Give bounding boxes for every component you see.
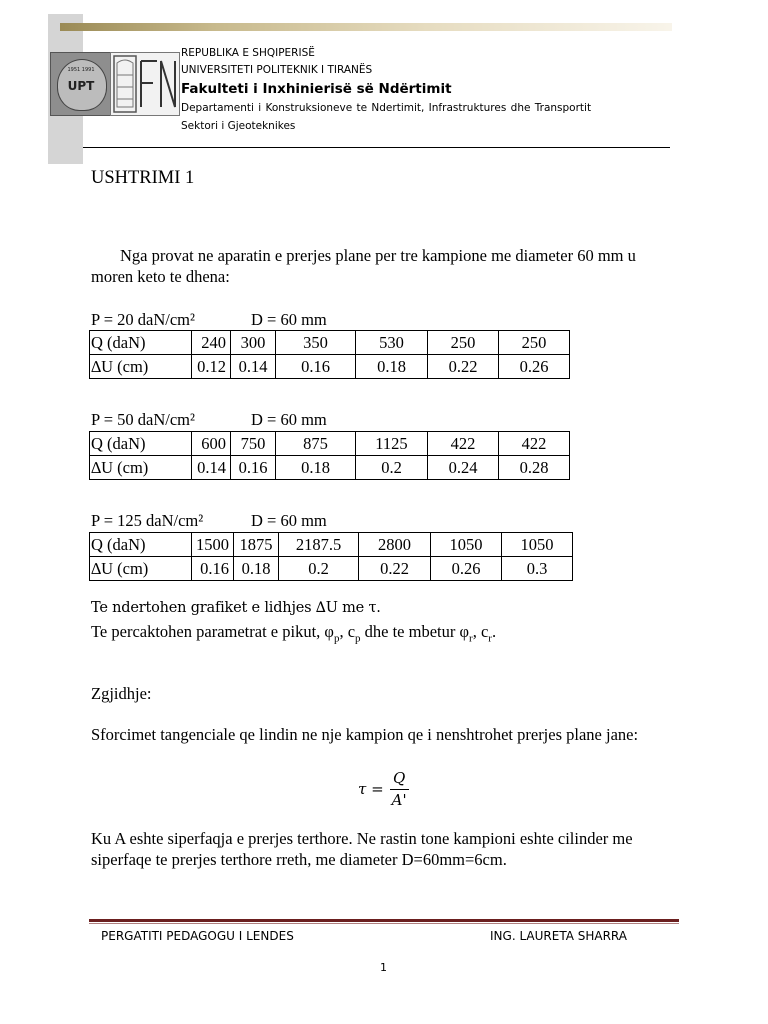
table-cell: 0.24	[428, 456, 499, 480]
explain-line-2: siperfaqe te prerjes terthore rreth, me diameter D=60mm=6cm.	[91, 850, 507, 869]
table-cell: 0.16	[276, 355, 356, 379]
table-cell: 750	[231, 432, 276, 456]
test-2-table	[89, 431, 570, 480]
table-cell: 0.22	[359, 557, 431, 581]
row-label: ∆U (cm)	[90, 355, 192, 379]
table-cell: 0.18	[356, 355, 428, 379]
faculty-logo	[110, 52, 180, 116]
formula-fraction	[390, 769, 409, 809]
table-row-q	[90, 533, 573, 557]
subscript: p	[355, 632, 361, 645]
table-cell: 0.12	[192, 355, 231, 379]
subscript: r	[469, 632, 473, 645]
university-logo	[50, 52, 112, 116]
footer-divider-thin	[89, 923, 679, 924]
table-cell: 0.14	[192, 456, 231, 480]
task-text: .	[491, 622, 497, 641]
test-1-pressure: P = 20 daN/cm²	[91, 310, 195, 329]
test-3-pressure: P = 125 daN/cm²	[91, 511, 204, 530]
solution-heading: Zgjidhje:	[91, 684, 152, 703]
table-cell: 875	[276, 432, 356, 456]
logo-text: UPT	[67, 79, 95, 93]
table-cell: 0.22	[428, 355, 499, 379]
logo-years: 1951 1991	[67, 67, 95, 73]
table-cell: 600	[192, 432, 231, 456]
table-cell: 1125	[356, 432, 428, 456]
table-cell: 2187.5	[279, 533, 359, 557]
explain-line-1: Ku A eshte siperfaqja e prerjes terthore. Ne rastin tone kampioni eshte cilinder me	[91, 829, 633, 848]
table-cell: 1500	[192, 533, 234, 557]
formula-numerator: Q	[392, 769, 406, 787]
row-label: Q (daN)	[90, 331, 192, 355]
shear-stress-formula	[358, 765, 409, 813]
task-text: , c	[472, 622, 489, 641]
table-cell: 0.18	[234, 557, 279, 581]
task-line-2	[91, 622, 496, 644]
table-cell: 422	[499, 432, 570, 456]
subscript: p	[333, 632, 340, 645]
test-1-diameter: D = 60 mm	[251, 310, 327, 329]
table-cell: 0.16	[192, 557, 234, 581]
subscript: r	[488, 632, 492, 645]
header-sector: Sektori i Gjeoteknikes	[181, 120, 296, 132]
table-row-u	[90, 557, 573, 581]
test-3-table	[89, 532, 573, 581]
solution-text: Sforcimet tangenciale qe lindin ne nje kampion qe i nenshtrohet prerjes plane jane:	[91, 725, 639, 744]
table-cell: 0.26	[499, 355, 570, 379]
table-cell: 1050	[502, 533, 573, 557]
test-1-table	[89, 330, 570, 379]
table-row-q	[90, 432, 570, 456]
table-cell: 240	[192, 331, 231, 355]
table-row-q	[90, 331, 570, 355]
table-cell: 250	[428, 331, 499, 355]
page-number: 1	[380, 961, 387, 974]
table-cell: 0.3	[502, 557, 573, 581]
task-text: dhe te mbetur φ	[360, 622, 470, 641]
table-row-u	[90, 456, 570, 480]
table-cell: 0.2	[279, 557, 359, 581]
header-divider	[83, 147, 670, 148]
table-cell: 1875	[234, 533, 279, 557]
table-cell: 300	[231, 331, 276, 355]
table-cell: 0.14	[231, 355, 276, 379]
table-cell: 530	[356, 331, 428, 355]
intro-line-1: Nga provat ne aparatin e prerjes plane per tre kampione me diameter 60 mm u	[120, 246, 636, 265]
table-cell: 250	[499, 331, 570, 355]
table-cell: 0.18	[276, 456, 356, 480]
table-cell: 0.2	[356, 456, 428, 480]
header-university: UNIVERSITETI POLITEKNIK I TIRANËS	[181, 64, 373, 76]
table-cell: 1050	[431, 533, 502, 557]
footer-divider	[89, 919, 679, 922]
header-faculty: Fakulteti i Inxhinierisë së Ndërtimit	[181, 81, 452, 97]
header-department: Departamenti i Konstruksioneve te Ndertimit, Infrastruktures dhe Transportit	[181, 102, 592, 114]
table-cell: 350	[276, 331, 356, 355]
task-text: Te percaktohen parametrat e pikut, φ	[91, 622, 334, 641]
table-cell: 0.28	[499, 456, 570, 480]
row-label: ∆U (cm)	[90, 557, 192, 581]
table-cell: 2800	[359, 533, 431, 557]
row-label: ∆U (cm)	[90, 456, 192, 480]
formula-denominator: A'	[391, 791, 407, 809]
table-cell: 0.16	[231, 456, 276, 480]
footer-prepared-by: PERGATITI PEDAGOGU I LENDES	[101, 929, 294, 943]
table-cell: 0.26	[431, 557, 502, 581]
exercise-title: USHTRIMI 1	[91, 168, 195, 188]
row-label: Q (daN)	[90, 533, 192, 557]
test-3-diameter: D = 60 mm	[251, 511, 327, 530]
footer-author: ING. LAURETA SHARRA	[490, 929, 627, 943]
task-line-1: Te ndertohen grafiket e lidhjes ∆U me τ.	[91, 600, 381, 616]
formula-lhs: τ =	[358, 780, 384, 798]
task-text: , c	[339, 622, 356, 641]
header-republic: REPUBLIKA E SHQIPERISË	[181, 47, 315, 59]
intro-line-2: moren keto te dhena:	[91, 267, 230, 286]
row-label: Q (daN)	[90, 432, 192, 456]
table-cell: 422	[428, 432, 499, 456]
test-2-pressure: P = 50 daN/cm²	[91, 410, 195, 429]
table-row-u	[90, 355, 570, 379]
test-2-diameter: D = 60 mm	[251, 410, 327, 429]
header-gold-bar	[60, 23, 672, 31]
faculty-logo-graphic	[111, 53, 179, 115]
